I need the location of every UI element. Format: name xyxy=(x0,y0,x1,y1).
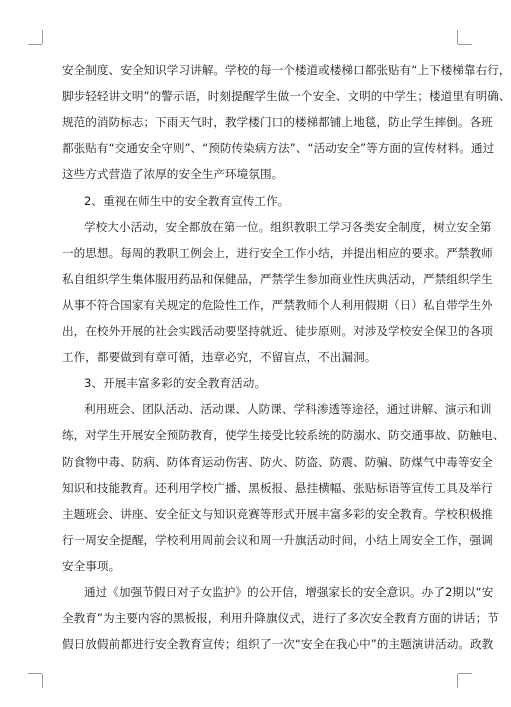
text-line: 知识和技能教育。还利用学校广播、黑板报、悬挂横幅、张贴标语等宣传工具及举行 xyxy=(62,480,493,495)
text-line: 工作，都要做到有章可循，违章必究，不留盲点，不出漏洞。 xyxy=(62,350,377,365)
text-line: 一的思想。每周的教职工例会上，进行安全工作小结，并提出相应的要求。严禁教师 xyxy=(62,245,493,260)
text-line: 利用班会、团队活动、活动课、人防课、学科渗透等途径，通过讲解、演示和训 xyxy=(84,402,492,417)
text-line: 全教育”为主要内容的黑板报，利用升降旗仪式，进行了多次安全教育方面的讲话；节 xyxy=(62,611,499,626)
text-line: 规范的消防标志；下雨天气时，教学楼门口的楼梯都铺上地毯，防止学生摔倒。各班 xyxy=(62,115,493,130)
crop-mark-top-right-h xyxy=(458,44,472,45)
crop-mark-bottom-right-v xyxy=(457,674,458,688)
text-line: 防食物中毒、防病、防体育运动伤害、防火、防盗、防震、防骗、防煤气中毒等安全 xyxy=(62,454,493,469)
text-line: 主题班会、讲座、安全征文与知识竞赛等形式开展丰富多彩的安全教育。学校积极推 xyxy=(62,506,493,521)
crop-mark-bottom-left-v xyxy=(42,674,43,688)
text-line: 2、重视在师生中的安全教育宣传工作。 xyxy=(84,193,290,208)
crop-mark-bottom-right-h xyxy=(458,673,472,674)
text-line: 脚步轻轻讲文明”的警示语，时刻提醒学生做一个安全、文明的中学生；楼道里有明确、 xyxy=(62,89,511,104)
text-line: 从事不符合国家有关规定的危险性工作，严禁教师个人利用假期（日）私自带学生外 xyxy=(62,297,493,312)
text-line: 安全制度、安全知识学习讲解。学校的每一个楼道或楼梯口都张贴有“上下楼梯靠右行， xyxy=(62,63,511,77)
text-line: 假日放假前都进行安全教育宣传；组织了一次“安全在我心中”的主题演讲活动。政教 xyxy=(62,637,494,652)
text-line: 安全事项。 xyxy=(62,558,121,573)
crop-mark-top-right-v xyxy=(457,30,458,44)
crop-mark-top-left-h xyxy=(28,44,42,45)
text-line: 练，对学生开展安全预防教育，使学生接受比较系统的防溺水、防交通事故、防触电、 xyxy=(62,428,505,443)
crop-mark-bottom-left-h xyxy=(28,673,42,674)
text-line: 行一周安全提醒，学校利用周前会议和周一升旗活动时间，小结上周安全工作，强调 xyxy=(62,532,493,547)
text-line: 出，在校外开展的社会实践活动要坚持就近、徒步原则。对涉及学校安全保卫的各项 xyxy=(62,324,493,338)
text-line: 学校大小活动，安全都放在第一位。组织教职工学习各类安全制度，树立安全第 xyxy=(84,219,492,234)
text-line: 私自组织学生集体服用药品和保健品，严禁学生参加商业性庆典活动，严禁组织学生 xyxy=(62,271,493,286)
text-line: 3、开展丰富多彩的安全教育活动。 xyxy=(84,376,267,391)
text-line: 通过《加强节假日对子女监护》的公开信，增强家长的安全意识。办了2期以“安 xyxy=(84,585,494,599)
text-line: 这些方式营造了浓厚的安全生产环境氛围。 xyxy=(62,167,284,182)
crop-mark-top-left-v xyxy=(42,30,43,44)
text-line: 都张贴有“交通安全守则”、“预防传染病方法”、“活动安全”等方面的宣传材料。通过 xyxy=(62,141,495,156)
